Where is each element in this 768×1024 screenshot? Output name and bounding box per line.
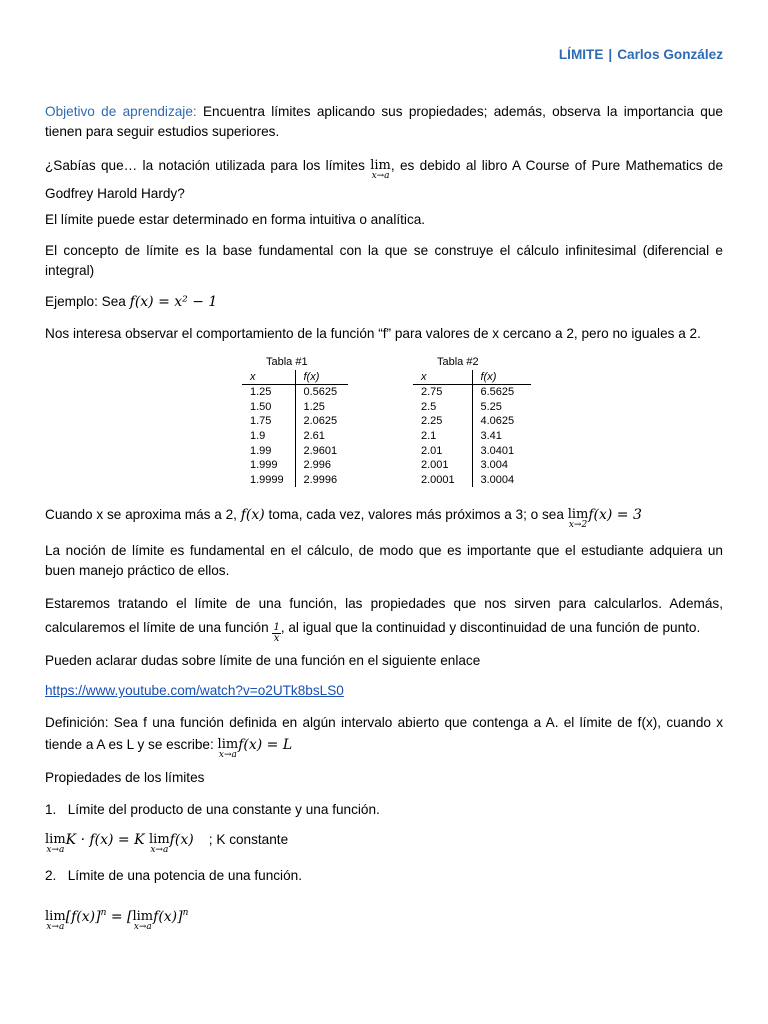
lim-subscript: x→a <box>150 845 169 855</box>
table-row <box>413 400 531 415</box>
table-cell: 1.50 <box>242 400 295 415</box>
table-cell: 3.41 <box>480 430 502 443</box>
table-cell: 5.25 <box>480 400 502 413</box>
property-number: 2. <box>45 868 57 883</box>
property-1-formula <box>45 830 723 855</box>
table-cell: 2.25 <box>413 414 472 429</box>
objective-text: Encuentra límites aplicando sus propiedades; además, observa la importancia que tienen para seguir estudios superiores. <box>45 104 723 139</box>
table-cell: 2.001 <box>413 458 472 473</box>
table-1 <box>242 356 348 487</box>
table-cell: 2.5 <box>413 400 472 415</box>
table-cell: 2.0625 <box>303 415 338 428</box>
lim-notation <box>45 832 66 855</box>
formula-inner: f(x) <box>153 909 178 925</box>
doubts-paragraph: Pueden aclarar dudas sobre límite de una función en el siguiente enlace <box>45 653 481 668</box>
table-row <box>413 414 531 429</box>
table-cell: 1.9999 <box>242 473 295 488</box>
table-cell: 1.75 <box>242 414 295 429</box>
treat-text-after: , al igual que la continuidad y discontinuidad de una función de punto. <box>280 620 701 635</box>
table-1-title: Tabla #1 <box>266 356 308 368</box>
table-2-title: Tabla #2 <box>437 356 479 368</box>
approach-text-middle: toma, cada vez, valores más próximos a 3; o sea <box>264 507 568 522</box>
interest-paragraph: Nos interesa observar el comportamiento de la función “f” para valores de x cercano a 2, pero no iguales a 2. <box>45 326 701 341</box>
lim-word: lim <box>567 507 589 522</box>
formula-left: [f(x)] <box>65 909 101 925</box>
table-cell: 4.0625 <box>480 415 515 428</box>
table-row <box>242 414 348 429</box>
lim-subscript: x→a <box>133 922 152 932</box>
table-cell: 3.004 <box>480 459 509 472</box>
lim-subscript: x→a <box>46 922 65 932</box>
table-cell: 2.75 <box>413 385 472 400</box>
page-header <box>559 47 723 62</box>
objective-paragraph <box>45 102 723 142</box>
lim-subscript: x→a <box>46 845 65 855</box>
lim-word: lim <box>45 832 66 847</box>
table-cell: 0.5625 <box>303 386 338 399</box>
sabias-text-before: ¿Sabías que… la notación utilizada para los límites <box>45 158 371 173</box>
example-label: Ejemplo: Sea <box>45 294 130 309</box>
table-row <box>413 443 531 458</box>
table-row <box>242 429 348 444</box>
approach-fx: f(x) <box>240 507 265 523</box>
lim-subscript: x→2 <box>568 520 588 530</box>
property-text: Límite de una potencia de una función. <box>67 868 302 883</box>
fraction-one-over-x <box>272 623 280 644</box>
table-cell: 2.996 <box>303 459 332 472</box>
lim-word: lim <box>149 832 170 847</box>
objective-label: Objetivo de aprendizaje: <box>45 104 197 119</box>
concept-paragraph: El concepto de límite es la base fundamental con la que se construye el cálculo infinitesimal (diferencial e integral) <box>45 243 723 278</box>
property-2-formula <box>45 903 723 932</box>
lim-word: lim <box>45 909 66 924</box>
approach-paragraph <box>45 505 723 530</box>
example-formula: f(x) = x² − 1 <box>129 294 218 310</box>
lim-notation <box>45 909 66 932</box>
definition-expression: f(x) = L <box>238 737 293 753</box>
treat-text-before: Estaremos tratando el límite de una función, las propiedades que nos sirven para calcularlos. Además, calcularemos el límite de una función <box>45 596 723 635</box>
formula-exponent: n <box>100 908 107 918</box>
property-2-title <box>45 866 723 886</box>
table-2-header-x: x <box>413 370 472 385</box>
treat-paragraph <box>45 592 723 644</box>
table-cell: 1.999 <box>242 458 295 473</box>
formula-equals: = [ <box>106 909 133 925</box>
table-1-header-fx: f(x) <box>295 370 348 385</box>
table-cell: 2.01 <box>413 443 472 458</box>
sabias-text-after: , es debido al libro A Course of Pure Mathematics de Godfrey Harold Hardy? <box>45 158 723 201</box>
table-cell: 1.99 <box>242 443 295 458</box>
lim-notation <box>567 507 589 530</box>
intuitive-paragraph: El límite puede estar determinado en forma intuitiva o analítica. <box>45 212 426 227</box>
properties-title: Propiedades de los límites <box>45 770 205 785</box>
lim-notation <box>149 832 170 855</box>
property-number: 1. <box>45 802 57 817</box>
sabias-paragraph <box>45 153 723 206</box>
lim-word: lim <box>217 737 239 752</box>
header-author: Carlos González <box>617 47 723 62</box>
formula-exponent: n <box>182 908 189 918</box>
table-row <box>413 385 531 400</box>
table-cell: 1.9 <box>242 429 295 444</box>
header-separator: | <box>608 47 613 62</box>
table-cell: 2.61 <box>303 430 325 443</box>
table-cell: 2.9601 <box>303 444 338 457</box>
table-row <box>242 458 348 473</box>
definition-paragraph <box>45 712 723 760</box>
table-cell: 1.25 <box>303 400 325 413</box>
table-row <box>242 385 348 400</box>
lim-subscript: x→a <box>218 750 237 760</box>
link-paragraph <box>45 681 723 701</box>
example-paragraph <box>45 292 723 312</box>
table-1-header-x: x <box>242 370 295 385</box>
approach-text-before: Cuando x se aproxima más a 2, <box>45 507 241 522</box>
lim-word: lim <box>132 909 154 924</box>
approach-expression: f(x) = 3 <box>588 507 642 523</box>
table-row <box>413 458 531 473</box>
property-1-title <box>45 800 723 820</box>
formula-right: f(x) <box>169 832 194 848</box>
lim-word: lim <box>370 158 391 173</box>
table-cell: 2.1 <box>413 429 472 444</box>
table-cell: 2.9996 <box>303 473 338 486</box>
table-row <box>242 473 348 488</box>
definition-text: Definición: Sea f una función definida en algún intervalo abierto que contenga a A. el límite de f(x), cuando x tiende a A es L y se escribe: <box>45 715 723 752</box>
table-row <box>413 429 531 444</box>
header-title: LÍMITE <box>558 47 604 62</box>
table-row <box>242 443 348 458</box>
youtube-link[interactable]: https://www.youtube.com/watch?v=o2UTk8bsLS0 <box>45 683 344 698</box>
table-cell: 2.0001 <box>413 473 472 488</box>
lim-notation <box>217 737 239 760</box>
table-cell: 3.0004 <box>480 473 515 486</box>
table-row <box>242 400 348 415</box>
formula-left: K · f(x) = K <box>65 832 150 848</box>
table-row <box>413 473 531 488</box>
table-cell: 6.5625 <box>480 386 515 399</box>
lim-notation <box>132 909 154 932</box>
table-2 <box>413 356 531 487</box>
lim-subscript: x→a <box>371 171 390 181</box>
formula-note: ; K constante <box>208 832 289 847</box>
table-cell: 3.0401 <box>480 444 515 457</box>
fraction-denominator: x <box>273 633 280 644</box>
table-cell: 1.25 <box>242 385 295 400</box>
formula-close: ] <box>177 909 183 925</box>
table-2-header-fx: f(x) <box>472 370 531 385</box>
lim-notation <box>370 158 391 181</box>
fraction-numerator: 1 <box>273 622 280 633</box>
property-text: Límite del producto de una constante y una función. <box>67 802 380 817</box>
notion-paragraph: La noción de límite es fundamental en el cálculo, de modo que es importante que el estudiante adquiera un buen manejo práctico de ellos. <box>45 543 723 578</box>
